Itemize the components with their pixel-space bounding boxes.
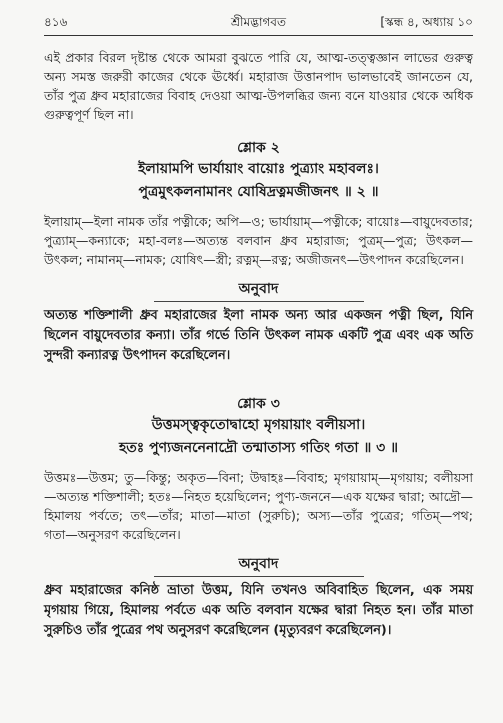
verse-3-line-2: হতঃ পুণ্যজননেনাদ্রৌ তন্মাতাস্য গতিং গতা ॥ ৩ ॥: [118, 440, 399, 456]
verse-2-translation-heading: অনুবাদ: [238, 281, 279, 297]
book-title: শ্রীমদ্ভাগবত: [230, 15, 286, 29]
verse-2-line-2: পুত্রমুৎকলনামানং যোষিদ্রত্নমজীজনৎ ॥ ২ ॥: [138, 184, 379, 200]
page-content: [44, 48, 473, 641]
verse-3-line-1: উত্তমস্ত্বকৃতোদ্বাহো মৃগয়ায়াং বলীয়সা।: [151, 417, 366, 433]
verse-3-synonyms: উত্তমঃ—উত্তম; তু—কিন্তু; অকৃত—বিনা; উদ্বাহঃ—বিবাহ; মৃগয়ায়াম্—মৃগয়ায়; বলীয়সা—অত্যন্ত শক্তিশালী; হতঃ—নিহত হয়েছিলেন; পুণ্য-জননে—এক যক্ষের দ্বারা; আদ্রৌ—হিমালয় পর্বতে; তৎ—তাঁর; মাতা—মাতা (সুরুচি); অস্য—তাঁর পুত্রের; গতিম্—পথ; গতা—অনুসরণ করেছিলেন।: [44, 470, 473, 542]
header-divider: [44, 35, 473, 36]
verse-3-translation-heading: অনুবাদ: [238, 556, 279, 572]
verse-2-line-1: ইলায়ামপি ভার্যায়াং বায়োঃ পুত্র্যাং মহাবলঃ।: [138, 161, 379, 177]
page-header: [44, 14, 473, 32]
page-number: ৪১৬: [44, 15, 68, 29]
verse-2-translation: অত্যন্ত শক্তিশালী ধ্রুব মহারাজের ইলা নামক অন্য আর একজন পত্নী ছিল, যিনি ছিলেন বায়ুদেবতার কন্যা। তাঁর গর্ভে তিনি উৎকল নামক একটি পুত্র এবং এক অতি সুন্দরী কন্যারত্ন উৎপাদন করেছিলেন।: [44, 308, 473, 363]
verse-2-heading: শ্লোক ২: [237, 140, 280, 156]
verse-2-synonyms: ইলায়াম্—ইলা নামক তাঁর পত্নীকে; অপি—ও; ভার্যায়াম্—পত্নীকে; বায়োঃ—বায়ুদেবতার; পুত্র্যাম্—কন্যাকে; মহা-বলঃ—অত্যন্ত বলবান ধ্রুব মহারাজ; পুত্রম্—পুত্র; উৎকল—উৎকল; নামানম্—নামক; যোষিৎ—স্ত্রী; রত্নম্—রত্ন; অজীজনৎ—উৎপাদন করেছিলেন।: [44, 214, 473, 267]
verse-3-translation: ধ্রুব মহারাজের কনিষ্ঠ ভ্রাতা উত্তম, যিনি তখনও অবিবাহিত ছিলেন, এক সময় মৃগয়ায় গিয়ে, হিমালয় পর্বতে এক অতি বলবান যক্ষের দ্বারা নিহত হন। তাঁর মাতা সুরুচিও তাঁর পুত্রের পথ অনুসরণ করেছিলেন (মৃত্যুবরণ করেছিলেন)।: [44, 583, 473, 638]
verse-3-heading: শ্লোক ৩: [237, 396, 280, 412]
translation-heading-underline: [154, 576, 364, 577]
section-reference: [স্কন্ধ ৪, অধ্যায় ১০: [380, 15, 473, 29]
intro-paragraph: এই প্রকার বিরল দৃষ্টান্ত থেকে আমরা বুঝতে পারি যে, আত্ম-তত্ত্বজ্ঞান লাভের গুরুত্ব অন্য সমস্ত জরুরী কাজের থেকে ঊর্ধ্বে। মহারাজ উত্তানপাদ ভালভাবেই জানতেন যে, তাঁর পুত্র ধ্রুব মহারাজের বিবাহ দেওয়া আত্ম-উপলব্ধির জন্য বনে যাওয়ার থেকে অধিক গুরুত্বপূর্ণ ছিল না।: [44, 50, 473, 122]
translation-heading-underline: [154, 301, 364, 302]
